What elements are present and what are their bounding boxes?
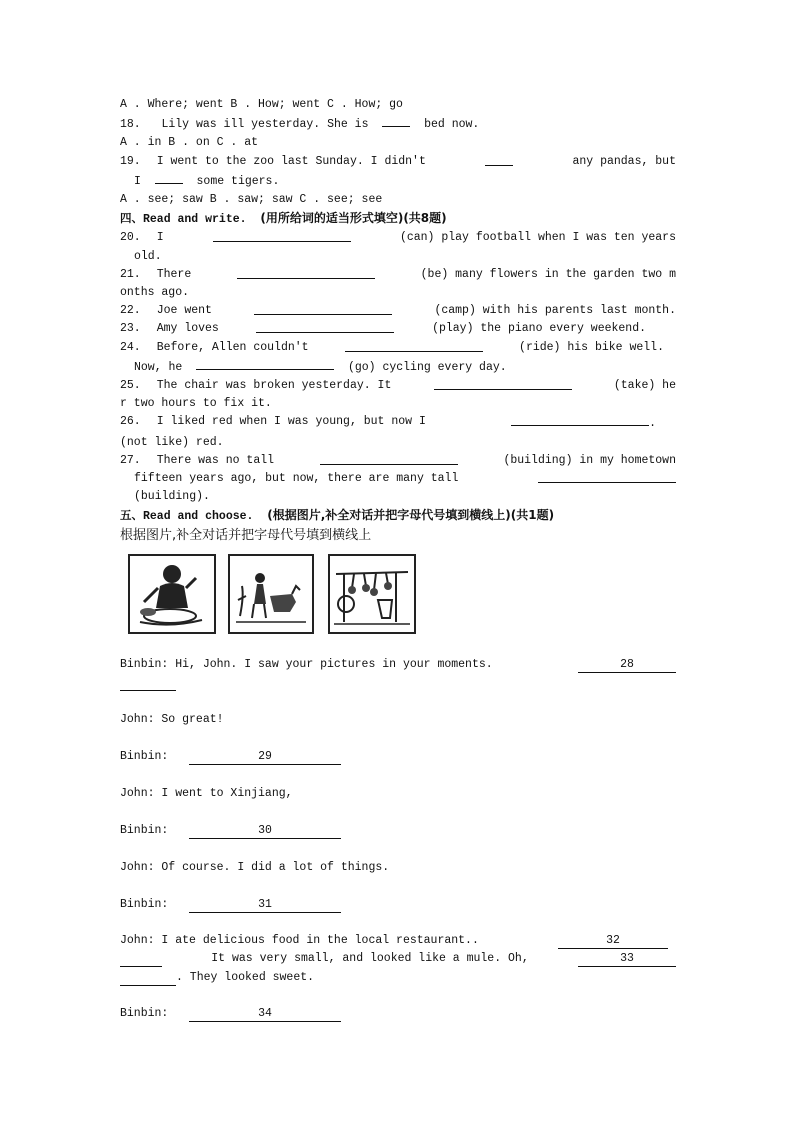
answer-blank[interactable] (256, 320, 394, 333)
answer-blank[interactable] (120, 952, 162, 967)
picture-3 (328, 554, 416, 634)
answer-blank-34[interactable]: 34 (189, 1007, 341, 1022)
q26: 26. I liked red when I was young, but now I . (120, 415, 656, 431)
answer-blank[interactable] (511, 413, 649, 426)
answer-blank[interactable] (155, 171, 183, 184)
dialogue-line-9: It was very small, and looked like a mule. Oh, 33 (120, 952, 676, 967)
dialogue-blank-28-cont (120, 676, 176, 691)
answer-blank[interactable] (345, 339, 483, 352)
q18-options: A . in B . on C . at (120, 136, 259, 150)
q19: 19. I went to the zoo last Sunday. I didn't any pandas, but (120, 154, 676, 168)
answer-blank[interactable] (382, 114, 410, 127)
q27-line2: fifteen years ago, but now, there are many tall (120, 470, 676, 488)
q24: 24. Before, Allen couldn't (ride) his bike well. (120, 340, 664, 354)
q24-line2: Now, he (go) cycling every day. (120, 357, 676, 377)
q18: 18. Lily was ill yesterday. She is bed now. (120, 114, 676, 134)
q20: 20. I (can) play football when I was ten years (120, 231, 676, 245)
answer-blank-33[interactable]: 33 (578, 952, 676, 967)
answer-blank[interactable] (485, 153, 513, 166)
q19-line2: I some tigers. (120, 171, 676, 191)
answer-blank-31[interactable]: 31 (189, 898, 341, 913)
dialogue-line-11: Binbin: 34 (120, 1007, 341, 1022)
dialogue-line-5: Binbin: 30 (120, 824, 341, 839)
q25: 25. The chair was broken yesterday. It (take) he (120, 379, 676, 393)
q27: 27. There was no tall (building) in my hometown (120, 453, 676, 467)
answer-blank[interactable] (196, 357, 334, 370)
dialogue-line-10: . They looked sweet. (120, 971, 314, 986)
answer-blank[interactable] (538, 470, 676, 483)
dialogue-line-4: John: I went to Xinjiang, (120, 787, 293, 800)
answer-blank[interactable] (237, 266, 375, 279)
answer-blank-30[interactable]: 30 (189, 824, 341, 839)
q20-line2: old. (134, 249, 162, 263)
answer-blank[interactable] (254, 302, 392, 315)
picture-1 (128, 554, 216, 634)
person-with-animal-icon (230, 556, 312, 632)
section4-heading: 四、Read and write. (用所给词的适当形式填空)(共8题) (120, 211, 447, 227)
answer-blank-28[interactable]: 28 (578, 658, 676, 673)
dialogue-line-8: John: I ate delicious food in the local restaurant.. 32 (120, 934, 668, 949)
q23: 23. Amy loves (play) the piano every weekend. (120, 322, 646, 336)
q17-options: A . Where; went B . How; went C . How; go (120, 98, 403, 111)
q27-line3: (building). (134, 490, 210, 504)
dialogue-line-3: Binbin: 29 (120, 750, 341, 765)
section5-subtitle: 根据图片,补全对话并把字母代号填到横线上 (120, 527, 372, 543)
dialogue-line-6: John: Of course. I did a lot of things. (120, 861, 390, 874)
dialogue-line-1: Binbin: Hi, John. I saw your pictures in your moments. 28 (120, 658, 676, 673)
answer-blank-29[interactable]: 29 (189, 750, 341, 765)
q25-line2: r two hours to fix it. (120, 397, 272, 411)
q19-options: A . see; saw B . saw; saw C . see; see (120, 193, 383, 207)
answer-blank[interactable] (320, 452, 458, 465)
q22: 22. Joe went (camp) with his parents last month. (120, 304, 676, 318)
dialogue-line-7: Binbin: 31 (120, 898, 341, 913)
answer-blank[interactable] (120, 676, 176, 691)
grape-vine-icon (330, 556, 414, 632)
answer-blank[interactable] (434, 377, 572, 390)
dialogue-line-2: John: So great! (120, 713, 224, 726)
worksheet (120, 96, 676, 546)
q21: 21. There (be) many flowers in the garden two m (120, 267, 676, 281)
section5-heading: 五、Read and choose. (根据图片,补全对话并把字母代号填到横线上)(共1题) (120, 508, 555, 524)
person-eating-icon (130, 556, 214, 632)
q26-line2: (not like) red. (120, 435, 224, 449)
picture-2 (228, 554, 314, 634)
answer-blank[interactable] (120, 971, 176, 986)
q21-line2: onths ago. (120, 286, 190, 300)
answer-blank-32[interactable]: 32 (558, 934, 668, 949)
answer-blank[interactable] (213, 229, 351, 242)
